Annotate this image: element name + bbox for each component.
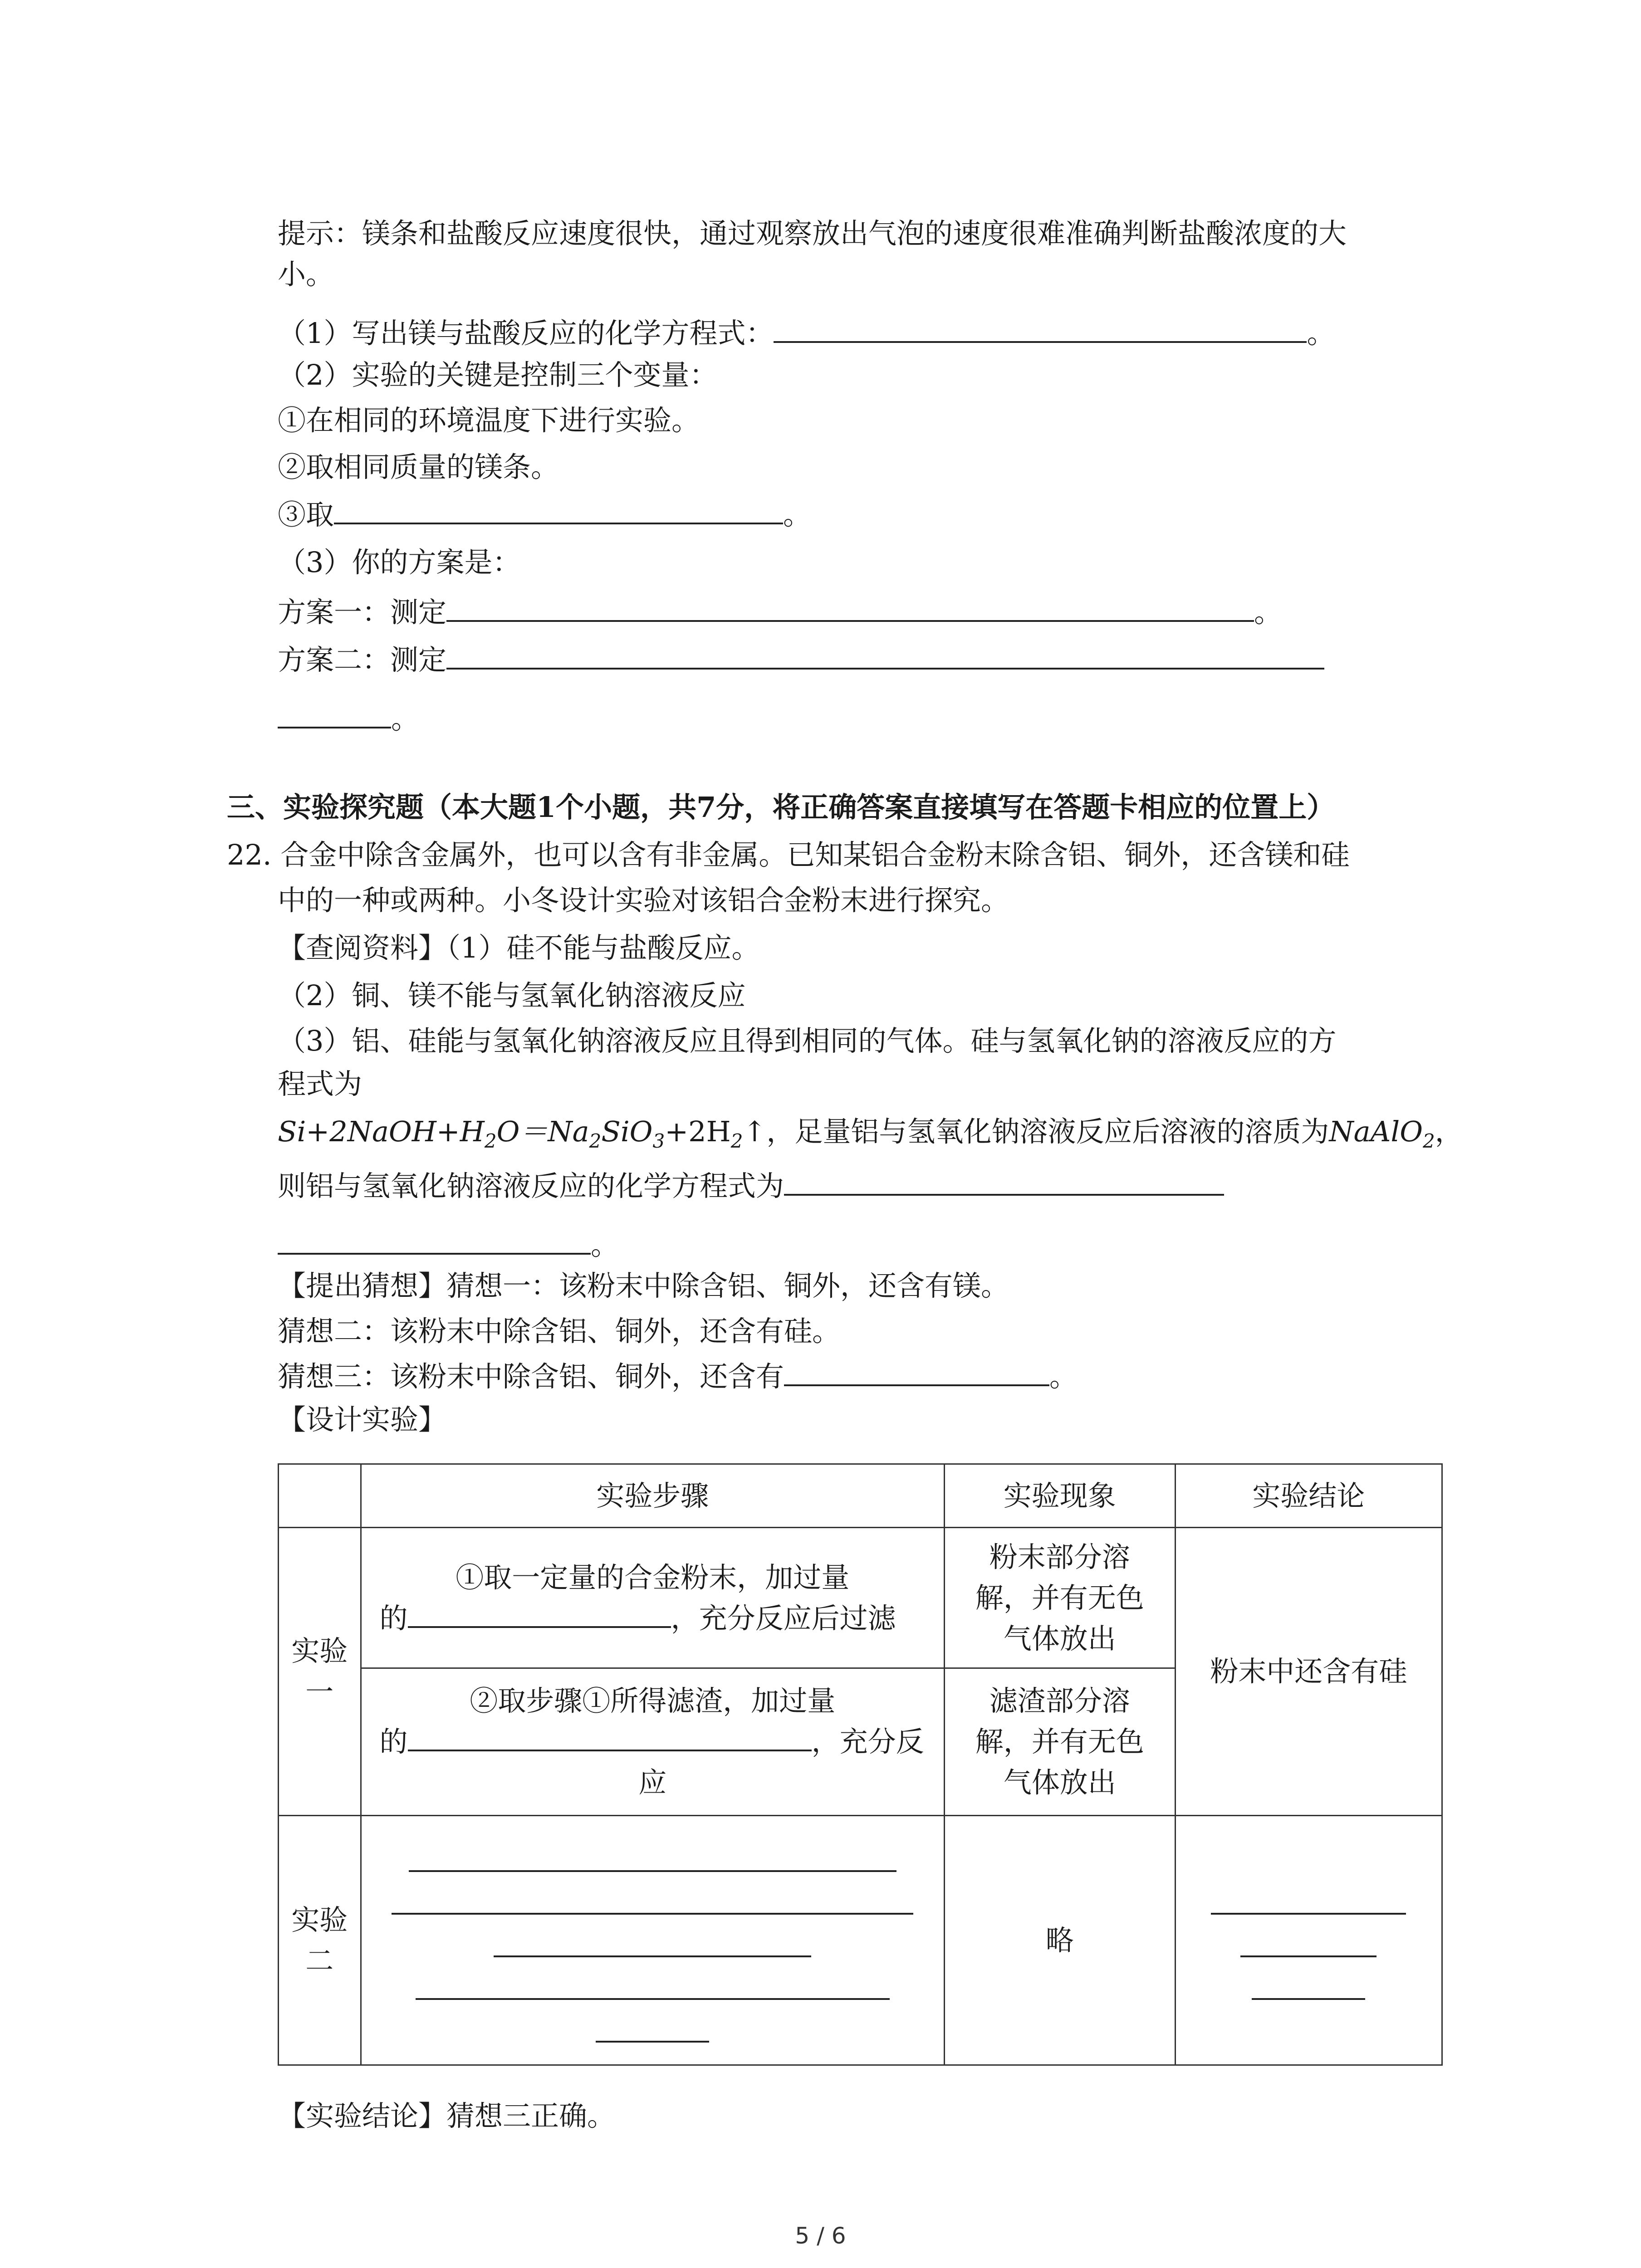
answer-blank[interactable] — [774, 313, 1307, 343]
hint-line-1: 提示：镁条和盐酸反应速度很快，通过观察放出气泡的速度很难准确判断盐酸浓度的大 — [278, 217, 1347, 250]
observation-cell: 滤渣部分溶 解，并有无色 气体放出 — [945, 1668, 1176, 1816]
answer-blank[interactable] — [278, 699, 391, 728]
answer-blank[interactable] — [1240, 1924, 1376, 1957]
answer-blank[interactable] — [409, 1838, 896, 1872]
hypothesis-1: 【提出猜想】猜想一：该粉末中除含铝、铜外，还含有镁。 — [278, 1269, 1009, 1302]
answer-blank[interactable] — [596, 2009, 709, 2043]
observation-cell: 略 — [945, 1816, 1176, 2065]
answer-blank[interactable] — [494, 1924, 811, 1957]
answer-blank[interactable] — [446, 640, 1324, 670]
reference-2: （2）铜、镁不能与氢氧化钠溶液反应 — [278, 979, 746, 1012]
answer-blank[interactable] — [784, 1356, 1049, 1386]
q21-part2: （2）实验的关键是控制三个变量： — [278, 358, 718, 391]
section-heading: 三、实验探究题（本大题1个小题，共7分，将正确答案直接填写在答题卡相应的位置上） — [227, 791, 1335, 824]
experiment-table — [278, 1463, 1443, 2066]
plan-1: 方案一：测定 。 — [278, 592, 1282, 633]
answer-blank[interactable] — [416, 1966, 890, 2000]
answer-blank[interactable] — [784, 1166, 1224, 1196]
experiment-conclusion: 【实验结论】猜想三正确。 — [278, 2099, 616, 2132]
variable-3: ③取 。 — [278, 494, 811, 535]
step-cell — [361, 1816, 944, 2065]
table-header: 实验现象 — [945, 1464, 1176, 1528]
table-header-row — [279, 1464, 1442, 1528]
answer-blank[interactable] — [1211, 1881, 1406, 1915]
plan-2-cont: 。 — [278, 699, 419, 739]
answer-blank[interactable] — [334, 494, 783, 524]
table-header: 实验步骤 — [361, 1464, 944, 1528]
hypothesis-2: 猜想二：该粉末中除含铝、铜外，还含有硅。 — [278, 1315, 841, 1348]
answer-blank[interactable] — [446, 592, 1254, 622]
answer-blank[interactable] — [408, 1598, 671, 1628]
conclusion-cell — [1175, 1816, 1442, 2065]
answer-blank[interactable] — [278, 1225, 591, 1255]
variable-2: ②取相同质量的镁条。 — [278, 450, 559, 484]
step-cell: ②取步骤①所得滤渣，加过量 的 ，充分反 应 — [361, 1668, 944, 1816]
table-row — [279, 1528, 1442, 1668]
reference-4: 则铝与氢氧化钠溶液反应的化学方程式为 — [278, 1166, 1224, 1207]
design-heading: 【设计实验】 — [278, 1403, 447, 1436]
q22-intro-1: 22. 合金中除含金属外，也可以含有非金属。已知某铝合金粉末除含铝、铜外，还含镁和硅 — [227, 838, 1350, 871]
table-header-empty — [279, 1464, 361, 1528]
hypothesis-3: 猜想三：该粉末中除含铝、铜外，还含有 。 — [278, 1356, 1078, 1397]
q21-part3: （3）你的方案是： — [278, 546, 521, 579]
observation-cell: 粉末部分溶 解，并有无色 气体放出 — [945, 1528, 1176, 1668]
equation-line: $Si+2NaOH+H_2O=Na_2SiO_3+2H_2↑$，足量铝与氢氧化钠溶液反应后溶液的溶质为NaAlO$_2$， — [278, 1115, 1463, 1152]
reference-4-cont: 。 — [278, 1225, 619, 1266]
page-number: 5 / 6 — [795, 2223, 846, 2249]
plan-2: 方案二：测定 — [278, 640, 1324, 680]
step-cell: ①取一定量的合金粉末，加过量 的 ，充分反应后过滤 — [361, 1528, 944, 1668]
hint-line-2: 小。 — [278, 258, 334, 291]
variable-1: ①在相同的环境温度下进行实验。 — [278, 404, 700, 437]
q21-part1: （1）写出镁与盐酸反应的化学方程式： 。 — [278, 313, 1335, 354]
table-row — [279, 1816, 1442, 2065]
reference-3b: 程式为 — [278, 1067, 362, 1100]
answer-blank[interactable] — [392, 1881, 913, 1915]
experiment-label: 实验 一 — [279, 1528, 361, 1816]
answer-blank[interactable] — [1252, 1966, 1365, 2000]
conclusion-cell: 粉末中还含有硅 — [1175, 1528, 1442, 1816]
experiment-label: 实验 二 — [279, 1816, 361, 2065]
q22-intro-2: 中的一种或两种。小冬设计实验对该铝合金粉末进行探究。 — [278, 884, 1009, 917]
reference-3: （3）铝、硅能与氢氧化钠溶液反应且得到相同的气体。硅与氢氧化钠的溶液反应的方 — [278, 1024, 1337, 1057]
answer-blank[interactable] — [408, 1721, 812, 1751]
reference-1: 【查阅资料】（1）硅不能与盐酸反应。 — [278, 931, 760, 964]
table-header: 实验结论 — [1175, 1464, 1442, 1528]
